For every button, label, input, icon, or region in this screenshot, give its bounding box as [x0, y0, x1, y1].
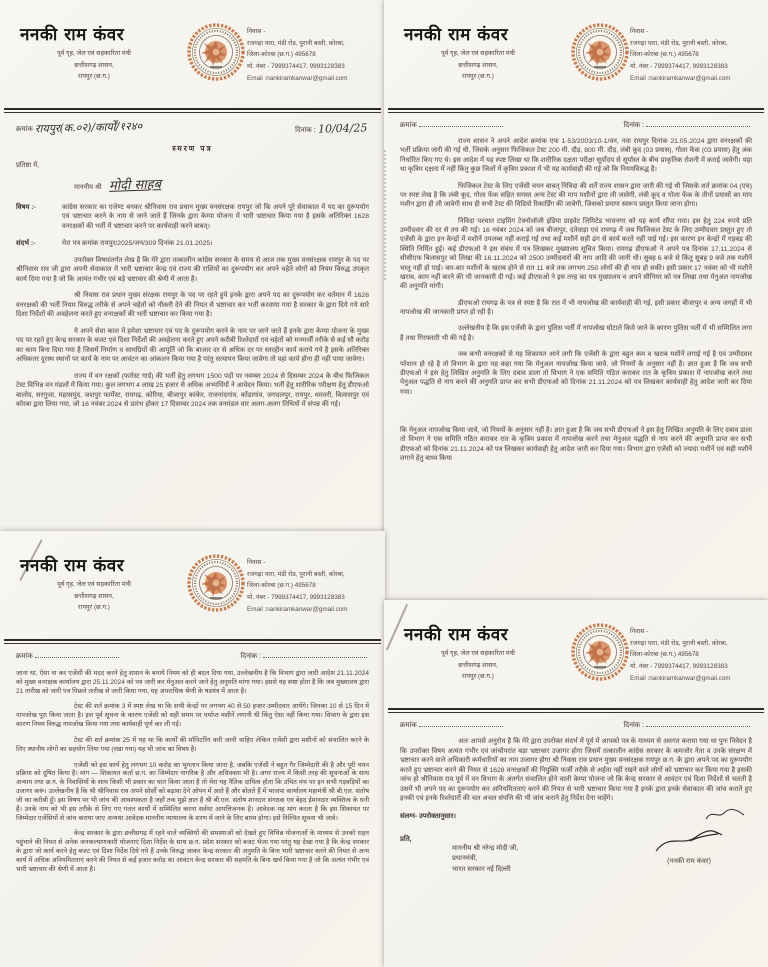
signature-flourish [652, 829, 726, 855]
letterhead-address: निवास - रजगढ़ा पारा, मंडी रोड, पुरानी बस्ती, कोरबा, जिला-कोरबा (छ.ग.) 495678 मो. नंबर - 7999374417, 9993128383 Email :nankiramkanwar@gmail.com [630, 628, 731, 682]
kramank-blank [419, 120, 503, 127]
signature-block [400, 835, 752, 875]
body-paragraph: निविदा पश्चात टाइमिंग टेक्नोलॉजी इंडिया प्राइवेट लिमिटेड भावनगर को यह कार्य सौंपा गया। इस हेतु 224 रुपये प्रति उम्मीदवार की दर से तय की गई। 16 नवंबर 2024 को जब बीजापुर, दंतेवाड़ा एवं रायगढ़ में जब फिजिकल टेस्ट के लिए उम्मीदवार प्रस्तुत हुए तो एजेंसी के द्वारा इन केन्द्रों में मशीनें उपलब्ध नहीं कराई गई तथा कई मशीनें सही ढंग से कार्य करते नहीं पाई गई। इस कारण इन केन्द्रों में गड़बड़ की स्थिति निर्मित हुई। कई डीएफओ ने इस संबंध में पत्र लिखकर मुख्यालय सूचित किया। रायगढ़ डीएफओ ने अपने पत्र दिनांक 17.11.2024 से सीसीएफ बिलासपुर को लिखा की 16.11.2024 को 2500 उम्मीदवारों की नाप आदि की जानी थी। सुबह 6 बजे से किंतु सुबह 9 बजे तक मशीनें चालू नहीं हो पाई। बार-बार मशीनों के खराब होने से रात 11 बजे तक लगभग 250 लोगों की ही नाप हो सकी। इसी प्रकार 17 नवंबर को भी मशीनें खराब, काम नहीं करने की भी जानकारी दी गई। कई डीएफओ ने इस तरह का पत्र मुख्यालय व अपने सीनियर को पत्र लिखा तथा मेनुअल नापजोख की अनुमति मांगी। [400, 217, 752, 291]
signature-name: (ननकी राम कंवर) [667, 858, 711, 866]
letterhead-subtitle: पूर्व गृह, जेल एवं सहकारिता मंत्री छत्तीसगढ़ शासन, रायपुर (छ.ग.) [441, 650, 515, 681]
round-seal-icon [186, 553, 246, 613]
dinank-blank [263, 651, 367, 658]
letterhead-address: निवास - रजगढ़ा पारा, मंडी रोड, पुरानी बस्ती, कोरबा, जिला-कोरबा (छ.ग.) 495678 मो. नंबर - 7999374417, 9993128383 Email :nankiramkanwar@gmail.com [630, 28, 731, 82]
letter-body [400, 737, 752, 821]
letterhead [394, 616, 758, 704]
body-paragraph: ये अपने सेवा काल में हमेशा भ्रष्टाचार एवं पद के दुरूपयोग करने के नाम पर जाने जाते हैं इनके द्वारा केम्पा योजना के मुख्य पद पर रहते हुए केन्द्र सरकार के बजट एवं दिशा निर्देशों की अवहेलना करते हुए अपने करीबी रिश्तेदारों एवं चहेतों को मनमर्जी तरीके से कई सौ करोड़ का काम बिना दिया गया है जिसमें निर्माण व सामग्रियों की आपूर्ति जो कि बाजार दर से अधिक दर पर स्तरहीन कार्य कराये गये है इसके अतिरिक्त अधिकतर दुरस्थ स्थानों पर कार्य के नाम पर आवंटन का आंकलन किया गया है परंतु सत्यापन किया जावेगा तो वहां कार्य होना ही नहीं पाया जावेगा। [16, 327, 369, 364]
letterhead-divider [4, 639, 381, 644]
letter-page-1 [0, 0, 385, 532]
body-paragraph: केन्द्र सरकार के द्वारा छत्तीसगढ़ में रहने वाले व्यक्तियों की समस्याओं को देखते हुए विभिन्न योजनाओं के माध्यम से उनको राहत पहुंचाने की नियत से अनेक जनकल्याणकारी योजनाएं दिशा निर्देश के साथ छ.ग. प्रदेश सरकार को बजट भेजा गया परंतु यह देखा गया है कि केन्द्र सरकार के द्वारा जो कार्य करने हेतु बजट एवं दिशा निर्देश दिये गये हैं उनके विरुद्ध जाकर केन्द्र सरकार की अनुमति के बिना भारी भ्रष्टाचार करने की नियत से अन्य कार्य में अधिक अनियमितताएं करने की नियत से कई हजार करोड़ का आवंटन केन्द्र सरकार की सहमति के बिना खर्च किया गया है जो कि अत्यंत गंभीर एवं भारी भ्रष्टाचार की श्रेणी में आता है। [16, 830, 369, 873]
to-label: प्रति, [400, 836, 412, 844]
body-paragraph: उपरोक्त विषयांतर्गत लेख है कि मेरे द्वारा तत्कालीन कांग्रेस सरकार के समय से आज तक मुख्य वनसंरक्षक रायपुर के पद पर श्रीनिवास राव जी द्वारा अपनी सेवाकाल में भारी भ्रष्टाचार केन्द्र एवं राज्य की राशियों का दुरूपयोग कर अपने चहेते लोगों को नियम विरुद्ध उपकृत कार्य दिया गया है जो कि अत्यंत गंभीर एवं बड़े भ्रष्टाचार की श्रेणी में आता है। [16, 256, 369, 283]
dinank-field: दिनांक : [241, 651, 367, 661]
letterhead-divider [388, 108, 764, 113]
letterhead-name: ननकी राम कंवर [20, 556, 125, 576]
subject-row: विषय :- कांग्रेस सरकार का एजेण्ट बनकर श्रीनिवास राव प्रधान मुख्य वनसंरक्षक रायपुर जो कि अपने पूरे सेवाकाल में पद का दुरूपयोग एवं भ्रष्टाचार करने के नाम से जाने जाते हैं जिनके द्वारा केम्पा योजना में भारी भ्रष्टाचार किया गया है इसके अतिरिक्त 1628 वनरक्षकों की भर्ती में भ्रष्टाचार करने पर कार्यवाही करने बाबत्। [16, 203, 369, 230]
letterhead-name: ननकी राम कंवर [20, 25, 125, 45]
dinank-field: दिनांक : [624, 120, 750, 130]
body-paragraph: डीएफओ रायगढ़ के पत्र से स्पष्ट है कि रात में भी नापजोख की कार्यवाही की गई, इसी प्रकार बीजापुर व अन्य जगहों में भी नापजोख की जानकारी प्राप्त हो रही है। [400, 299, 752, 316]
scan-gap [400, 397, 752, 419]
letterhead [10, 547, 375, 635]
letter-body [16, 670, 369, 875]
letterhead-address: निवास - रजगढ़ा पारा, मंडी रोड, पुरानी बस्ती, कोरबा, जिला-कोरबा (छ.ग.) 495678 मो. नंबर - 7999374417, 9993128383 Email :nankiramkanwar@gmail.com [247, 559, 348, 613]
addressee-line: माननीय श्री मोदी साहब [74, 177, 369, 195]
letterhead-subtitle: पूर्व गृह, जेल एवं सहकारिता मंत्री छत्तीसगढ़ शासन, रायपुर (छ.ग.) [57, 581, 131, 612]
round-seal-icon [186, 22, 246, 82]
addressee-handwritten: मोदी साहब [109, 176, 162, 194]
round-seal-icon [570, 22, 630, 82]
letterhead-subtitle: पूर्व गृह, जेल एवं सहकारिता मंत्री छत्तीसगढ़ शासन, रायपुर (छ.ग.) [441, 50, 515, 81]
number-date-row [16, 651, 367, 661]
letter-page-3 [0, 531, 385, 967]
number-date-row [400, 720, 750, 730]
letterhead [10, 16, 375, 104]
kramank-blank [35, 651, 119, 658]
body-paragraph: कि मेनुअल नापजोख किया जावे, जो नियमों के अनुसार नहीं है। ज्ञात हुआ है कि जब सभी डीएफओ ने इस हेतु लिखित अनुमति के लिए दबाव डाला तो विभाग ने एक समिति गठित कराकर रात के कृत्रिम प्रकाश में नापजोख करने तथा मेनुअल पद्धति से नाप करने की अनुमति प्राप्त कर सभी डीएफओ को दिनांक 21.11.2024 को पत्र लिखकर कार्यवाही हेतु आदेश जारी कर दिया गया। विभाग द्वारा एजेंसी को ज्यादा मशीनें एवं सही मशीनें लगाने हेतु बाध्य किया [400, 427, 752, 463]
scan-edge-artifact [384, 150, 390, 280]
letter-type-title: स्मरण पत्र [172, 144, 213, 153]
body-paragraph: जब कभी वनरक्षकों से यह शिकायत आने लगी कि एजेंसी के द्वारा बहुत कम व खराब मशीनें लगाई गई है एवं उम्मीदवार परेशान हो रहे है तो विभाग के द्वारा यह कहा गया कि मेनुअल नापजोख किया जावे, जो नियमों के अनुसार नहीं है। ज्ञात हुआ है कि जब सभी डीएफओ ने इस हेतु लिखित अनुमति के लिए दबाव डाला तो विभाग ने एक समिति गठित कराकर रात के कृत्रिम प्रकाश में नापजोख करने तथा मेनुअल पद्धति से नाप करने की अनुमति प्राप्त कर सभी डीएफओ को दिनांक 21.11.2024 को पत्र लिखकर कार्यवाही हेतु आदेश जारी कर दिया गया। [400, 351, 752, 396]
body-paragraph: टेस्ट की शर्त क्रमांक 25 में यह था कि कार्यों की मॉनिटरिंग करी जानी चाहिए लेकिन एजेंसी द्वारा मशीनों को संचालित करने के लिए स्थानीय लोगों का सहयोग लिया गया (रखा गया) यह भी जांच का विषय है। [16, 736, 369, 753]
letterhead-subtitle: पूर्व गृह, जेल एवं सहकारिता मंत्री छत्तीसगढ़ शासन, रायपुर (छ.ग.) [57, 50, 131, 81]
sender-signature [652, 829, 726, 866]
kramank-field: क्रमांक रायपुर(क.०२)/कार्यों/१२४० [16, 119, 143, 136]
number-date-row [16, 120, 367, 135]
dinank-field: दिनांक : 10/04/25 [295, 121, 368, 136]
initial-scribble [704, 807, 746, 823]
letterhead-name: ननकी राम कंवर [404, 25, 509, 45]
letter-body [16, 161, 369, 410]
kramank-field: क्रमांक [400, 720, 503, 730]
body-paragraph: श्री निवास राव प्रधान मुख्य संरक्षक रायपुर के पद पर रहते हुये इनके द्वारा अपने पद का दुरूपयोग कर वर्तमान में 1628 वनरक्षकों की भर्ती नियम विरुद्ध तरीके से अपने चहेतों को नौकरी देने की नियत से भ्रष्टाचार कर भर्ती करवाया गया है सरकार के द्वारा दिये गये सारे दिशा निर्देशों की अवहेलना करते हुए वनरक्षकों की भर्ती भ्रष्टाचार कर किया गया है। [16, 292, 369, 319]
kramank-field: क्रमांक [400, 120, 503, 130]
dinank-handwritten: 10/04/25 [317, 121, 368, 136]
kramank-handwritten: रायपुर(क.०२)/कार्यों/१२४० [34, 119, 143, 136]
round-seal-icon [570, 622, 630, 682]
body-paragraph: उल्लेखनीय है कि इस एजेंसी के द्वारा पुलिस भर्ती में नापजोख घोटाले किये जाने के कारण पुलिस भर्ती में भी सम्मिलित लगा है तथा गिरफ्तारी भी की गई है। [400, 325, 752, 342]
dinank-blank [646, 720, 750, 727]
body-paragraph: फिजिकल टेस्ट के लिए एजेंसी चयन बाबत् निविदा की शर्तें राज्य शासन द्वारा जारी की गई थी जिसके शर्त क्रमांक 04 (एच) पर स्पष्ट लेख है कि लंबी कूद, गोला फेंक सहित समस्त अन्य टेस्ट की माप मशीनों द्वारा ली जावेगी, लंबी कूद व गोला फेंक के तीनों प्रयासों का माप मशीन द्वारा ही ली जावेगी साथ ही सभी टेस्ट की विडियो रिकार्डिंग की जावेगी, जिसको प्रमाण स्वरूप प्रस्तुत किया जाना होगा। [400, 182, 752, 209]
letterhead-divider [4, 108, 381, 113]
body-paragraph: एजेंसी को इस कार्य हेतु लगभग 10 करोड़ का भुगतान किया जाना है, जबकि एजेंसी ने बहुत गैर जिम्मेदारी की है और पूरी चयन प्रक्रिया को दूषित किया है। मांग — शिकायत कर्ता छ.ग. का जिम्मेदार नागरिक है और अधिवक्ता भी है। अगर राज्य में किसी तरह की सूचनाओं के साथ अन्याय तथा छ.ग. के निवासियों के साथ किसी भी प्रकार का घात किया जाता है तो मेरा यह नैतिक दायित्व होता कि उचित मंच पर इन सभी गड़बड़ियों का उजागर करूं। उल्लेखनीय है कि श्री श्रीनिवास राव अपने सोर्सों को बढ़ावा देने ओपन में आते हैं और बोलते हैं में भाजपा कार्यालय महामंत्री श्री बी.एल. संतोष जी का करीबी हूँ। इस विषय पर भी जांच की आवश्यकता है जहाँ तक मुझे ज्ञात है श्री बी.एल. संतोष शानदार संगठक एवं बेहद ईमानदार व्यक्तित्व के धनी हैं। उनके नाम को भी इस तरीके से लिए गए गलत कार्यों में सम्मिलित करना सर्वथा आपत्तिजनक है। आवेदक यह मांग करता है कि इस शिकायत पर जिम्मेदार एजेंसियों से जांच कराया जाए अन्यथा आवेदक माननीय न्यायालय के शरण में जाने के लिए बाध्य होगा। इसे निश्चित सूचना भी जावे। [16, 761, 369, 822]
letter-page-4 [384, 600, 768, 967]
letter-body [400, 137, 752, 464]
kramank-blank [419, 720, 503, 727]
subject-text: कांग्रेस सरकार का एजेण्ट बनकर श्रीनिवास राव प्रधान मुख्य वनसंरक्षक रायपुर जो कि अपने पूरे सेवाकाल में पद का दुरूपयोग एवं भ्रष्टाचार करने के नाम से जाने जाते हैं जिनके द्वारा केम्पा योजना में भारी भ्रष्टाचार किया गया है इसके अतिरिक्त 1628 वनरक्षकों की भर्ती में भ्रष्टाचार करने पर कार्यवाही करने बाबत्। [62, 203, 369, 230]
body-paragraph: जाना था, ऐसा ना कर एजेंसी की मदद करने हेतु शासन के बनाये नियम को ही बदल दिया गया, उल्लेखनीय है कि विभाग द्वारा जारी आदेश 21.11.2024 को मुख्य वनरक्षक कार्यालय द्वारा 25.11.2024 को पत्र जारी कर मेनुअल करने जाने हेतु अनुमति मांगा गया। इससे यह स्पष्ट होता है कि जब मुख्यालय द्वारा 21 तारीख को जारी पत्र पिछले तारीख से जारी किया गया, यह अपराधिक श्रेणी के षडयंत्र में आता है। [16, 670, 369, 695]
reference-row: संदर्भ :- मेरा पत्र क्रमांक रायपुर/2025/जन/309 दिनांक 21.01.2025। [16, 239, 369, 249]
reference-text: मेरा पत्र क्रमांक रायपुर/2025/जन/309 दिनांक 21.01.2025। [62, 240, 213, 248]
body-paragraph: अतः आपसे अनुरोध है कि मेरे द्वारा उपरोक्त संदर्भ में पूर्व में आपको पत्र के माध्यम से अवगत कराया गया था पुनः निवेदन है कि उपरोक्त विषय अत्यंत गंभीर एवं जांचोपरांत बड़ा भ्रष्टाचार उजागर होगा जिसमें तत्कालीन कांग्रेस सरकार के कमजोर नेता व उनके संरक्षण में भ्रष्टाचार करने वाले अधिकारी कर्मचारियों का नाम उजागर होगा श्री निवास राव प्रधान मुख्य वनसंरक्षक रायपुर छ.ग. के द्वारा अपने पद का दुरूपयोग करते हुए भ्रष्टाचार करने की नियत से 1628 वनरक्षकों की नियुक्ति फर्जी तरीके से अर्हता नहीं रखने वाले लोगों को भ्रष्टाचार कर किया गया है इसकी जांच हो श्रीनिवास राव पूर्व में वन विभाग के अंतर्गत संचालित होने वाली केम्पा योजना जो कि केन्द्र सरकार से आवंटन एवं दिशा निर्देशों से चलती है उसमें भी अपने पद का दुरूपयोग कर अनियमितताएं करने की नियत से भारी भ्रष्टाचार किया गया है इनके द्वारा इनके सेवाकाल की जांच कराते हुए इनकी एवं इनके रिश्तेदारों की चल अचल संपत्ति की भी जांच कराने हेतु निर्देश देना चाहेंगे। [400, 738, 752, 803]
recipient-address: माननीय श्री नरेन्द्र मोदी जी, प्रधानमंत्री, भारत सरकार नई दिल्ली [452, 845, 519, 873]
kramank-field: क्रमांक [16, 651, 119, 661]
letter-page-2 [384, 0, 768, 601]
body-paragraph: राज्य में वन रक्षकों (फारेस्ट गार्ड) की भर्ती हेतु लगभग 1500 पदों पर नवम्बर 2024 से दिसम्बर 2024 के बीच फिजिकल टेस्ट विभिन्न वन मंडलों में किया गया। कुल लगभग 4 लाख 25 हजार से अधिक अभ्यर्थियों ने आवेदन किया। भर्ती हेतु शारीरिक परीक्षण हेतु डीएफओ बालोद, सरगुजा, महासमुंद, जशपुर फार्मेस्ट, रायगढ़, कोरिया, बीजापुर कांकेर, राजनांदगांव, कोंडागांव, जगदलपुर, रायपुर, धमतरी, बिलासपुर एवं कोरबा द्वारा लिया गया, जो 16 नवंबर 2024 से प्रारंभ होकर 17 दिसम्बर 2024 तक वनमंडल वार अलग-अलग तिथियों में संपन्न की गई। [16, 372, 369, 409]
enclosure-line: संलग्न- उपरोक्तानुसार। [400, 812, 456, 820]
number-date-row [400, 120, 750, 130]
letterhead-name: ननकी राम कंवर [404, 625, 509, 645]
letterhead-divider [388, 708, 764, 713]
letterhead-address: निवास - रजगढ़ा पारा, मंडी रोड, पुरानी बस्ती, कोरबा, जिला-कोरबा (छ.ग.) 495678 मो. नंबर - 7999374417, 9993128383 Email :nankiramkanwar@gmail.com [247, 28, 348, 82]
dinank-field: दिनांक : [624, 720, 750, 730]
letterhead [394, 16, 758, 104]
salutation: प्रतिष्ठा में, [16, 162, 40, 169]
body-paragraph: राज्य शासन ने अपने आदेश क्रमांक एफ 1-53/2003/10-1/वन, नवा रायपुर दिनांक 21.05.2024 द्वारा वनरक्षकों की भर्ती प्रक्रिया जारी की गई थी, जिसके अनुसार फिजिकल टेस्ट 200 मी. दौड़, 800 मी. दौड़, लंबी कूद (03 प्रयास), गोला फेंक (03 प्रयास) हेतु अंक निर्धारित किए गए थे। इस आदेश में यह स्पष्ट लिखा था कि शारीरिक दक्षता परीक्षा सूर्योदय से सूर्यास्त के बीच प्राकृतिक रोशनी में कराई जावेगी। यहा था कृत्रिम दक्षता में नहीं किंतु कुछ जिलों में कृत्रिम प्रकाश में भी यह कार्यवाही की गई जो कि नियमविरुद्ध है। [400, 138, 752, 174]
dinank-blank [646, 120, 750, 127]
body-paragraph: टेस्ट की शर्त क्रमांक 3 में स्पष्ट लेख था कि सभी केन्द्रों पर लगभग 40 से 50 हजार उम्मीदवार आयेंगे। जिनका 10 से 15 दिन में नापजोख पूरा किया जाता है। इस पूर्व सूचना के कारण एजेंसी को सही समय पर पर्याप्त मशीनें लगानी थी किंतु ऐसा नहीं किया गया। विभाग के द्वारा इस कारण नियम विरुद्ध नापजोख किया गया तथा कार्यवाही पूर्ण कर ली गई। [16, 703, 369, 729]
